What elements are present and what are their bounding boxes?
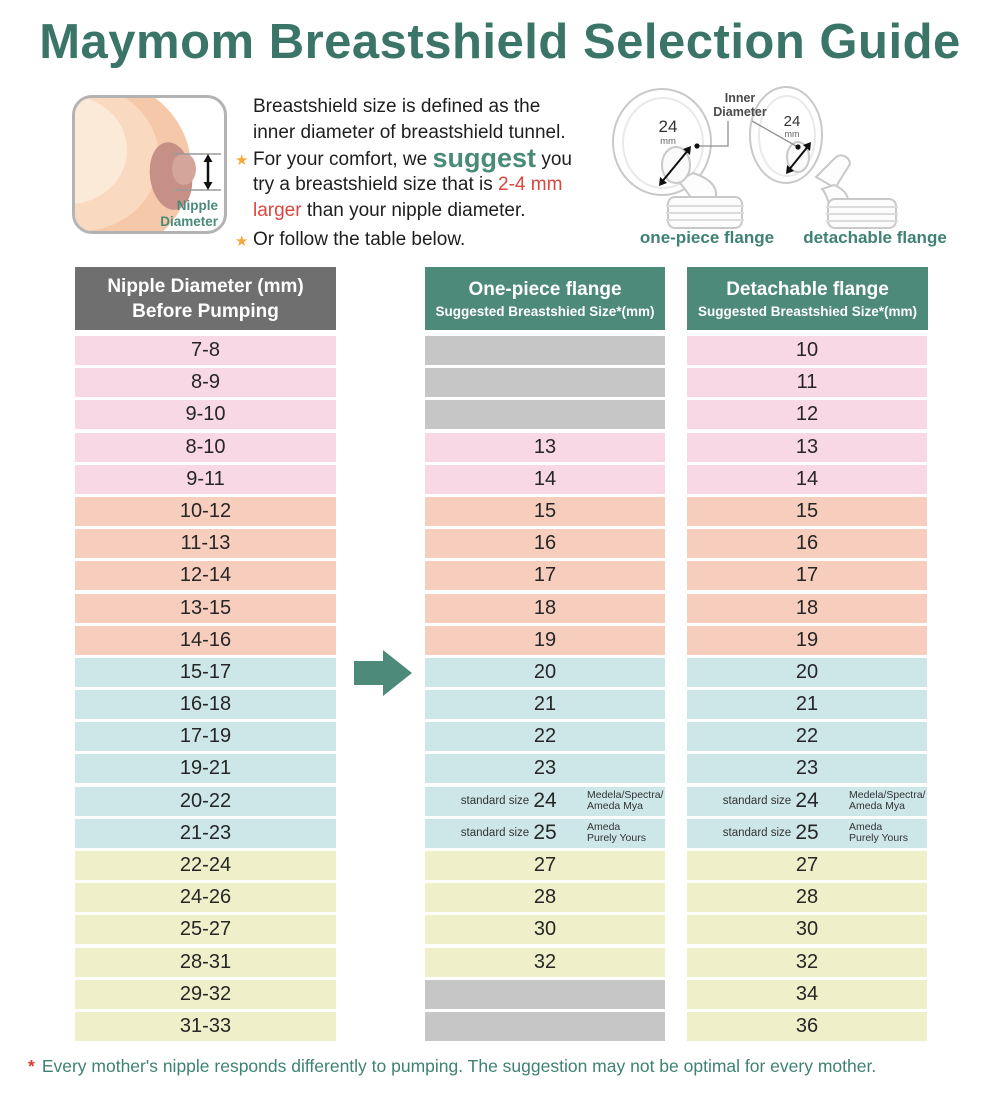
pump-brand-note: Ameda Purely Yours — [849, 820, 908, 845]
detachable-size-cell: 30 — [687, 915, 927, 944]
pump-brand-note: Medela/Spectra/ Ameda Mya — [587, 788, 664, 813]
one-piece-size-cell: 18 — [425, 594, 665, 623]
one-piece-flange-caption: one-piece flange — [639, 228, 775, 247]
intro-bullet-1: ★ For your comfort, we suggest you — [235, 142, 572, 173]
red-highlight-size: 2-4 mm — [498, 174, 563, 196]
nipple-range-cell: 14-16 — [75, 626, 336, 655]
nipple-range-cell: 9-10 — [75, 400, 336, 429]
nipple-diagram-box — [72, 95, 227, 234]
nipple-range-cell: 13-15 — [75, 594, 336, 623]
nipple-shape — [172, 153, 196, 185]
table-row — [75, 690, 928, 719]
inner-diameter-label-line1: Inner — [724, 91, 756, 105]
table-row — [75, 594, 928, 623]
footnote-asterisk: * — [28, 1056, 35, 1076]
nipple-range-cell: 19-21 — [75, 754, 336, 783]
detachable-size-cell: 11 — [687, 368, 927, 397]
one-piece-size-cell: 32 — [425, 948, 665, 977]
one-piece-size-cell: 14 — [425, 465, 665, 494]
intro-bullet-2: ★ Or follow the table below. — [253, 227, 663, 253]
size-table-rows — [75, 336, 928, 1041]
table-row — [75, 819, 928, 848]
nipple-range-cell: 11-13 — [75, 529, 336, 558]
nipple-range-cell: 9-11 — [75, 465, 336, 494]
standard-size-label: standard size — [460, 827, 530, 840]
pump-brand-note: Medela/Spectra/ Ameda Mya — [849, 788, 926, 813]
one-piece-size-cell-empty — [425, 336, 665, 365]
detachable-size-cell: 28 — [687, 883, 927, 912]
table-row — [75, 980, 928, 1009]
standard-size-label: standard size — [722, 827, 792, 840]
detachable-size-cell: 12 — [687, 400, 927, 429]
nipple-range-cell: 15-17 — [75, 658, 336, 687]
nipple-range-cell: 8-9 — [75, 368, 336, 397]
detachable-flange-caption: detachable flange — [803, 228, 947, 247]
nipple-range-cell: 25-27 — [75, 915, 336, 944]
detachable-size-cell: 17 — [687, 561, 927, 590]
nipple-range-cell: 29-32 — [75, 980, 336, 1009]
flange-illustration — [600, 85, 960, 230]
detachable-size-text: 24 — [783, 113, 801, 130]
nipple-diameter-label-line1: Nipple — [176, 198, 218, 213]
nipple-diameter-label-line2: Diameter — [160, 214, 218, 229]
detachable-size-cell: 10 — [687, 336, 927, 365]
one-piece-size-unit: mm — [660, 136, 676, 147]
one-piece-size-cell-empty — [425, 1012, 665, 1041]
one-piece-size-cell: 28 — [425, 883, 665, 912]
one-piece-size-cell-empty — [425, 400, 665, 429]
detachable-size-cell: 13 — [687, 433, 927, 462]
nipple-range-cell: 31-33 — [75, 1012, 336, 1041]
table-row — [75, 787, 928, 816]
size-value: 25 — [795, 821, 819, 845]
detachable-size-cell — [687, 787, 927, 816]
nipple-range-cell: 7-8 — [75, 336, 336, 365]
one-piece-size-cell: 19 — [425, 626, 665, 655]
header-nipple-diameter: Nipple Diameter (mm) Before Pumping — [75, 267, 336, 330]
table-row — [75, 433, 928, 462]
table-row — [75, 626, 928, 655]
nipple-range-cell: 16-18 — [75, 690, 336, 719]
detachable-size-cell: 27 — [687, 851, 927, 880]
inner-diameter-label-line2: Diameter — [713, 105, 767, 119]
intro-bullet-1-line3: larger than your nipple diameter. — [253, 200, 526, 222]
nipple-range-cell: 17-19 — [75, 722, 336, 751]
detachable-size-cell: 32 — [687, 948, 927, 977]
table-row — [75, 948, 928, 977]
standard-size-label: standard size — [722, 795, 792, 808]
one-piece-size-cell — [425, 819, 665, 848]
nipple-range-cell: 12-14 — [75, 561, 336, 590]
detachable-size-cell: 18 — [687, 594, 927, 623]
standard-size-label: standard size — [460, 795, 530, 808]
nipple-range-cell: 24-26 — [75, 883, 336, 912]
one-piece-size-cell: 20 — [425, 658, 665, 687]
size-value: 25 — [533, 821, 557, 845]
nipple-range-cell: 10-12 — [75, 497, 336, 526]
table-row — [75, 754, 928, 783]
detachable-size-cell: 23 — [687, 754, 927, 783]
star-icon: ★ — [235, 151, 249, 169]
one-piece-size-cell-empty — [425, 980, 665, 1009]
detachable-size-unit: mm — [784, 129, 800, 139]
intro-line-1: Breastshield size is defined as the — [253, 96, 541, 117]
nipple-range-cell: 22-24 — [75, 851, 336, 880]
one-piece-size-cell: 15 — [425, 497, 665, 526]
table-row — [75, 336, 928, 365]
one-piece-size-cell: 23 — [425, 754, 665, 783]
star-icon: ★ — [235, 232, 249, 250]
detachable-size-cell: 15 — [687, 497, 927, 526]
right-arrow-icon — [354, 650, 412, 696]
detachable-size-cell: 34 — [687, 980, 927, 1009]
red-highlight-larger: larger — [253, 200, 302, 222]
table-row — [75, 851, 928, 880]
detachable-size-cell: 19 — [687, 626, 927, 655]
one-piece-size-cell: 13 — [425, 433, 665, 462]
one-piece-size-cell: 17 — [425, 561, 665, 590]
table-row — [75, 561, 928, 590]
nipple-range-cell: 21-23 — [75, 819, 336, 848]
table-row — [75, 465, 928, 494]
one-piece-size-cell-empty — [425, 368, 665, 397]
intro-bullet-1-line2: try a breastshield size that is 2-4 mm — [253, 174, 563, 196]
detachable-size-cell: 21 — [687, 690, 927, 719]
one-piece-size-cell: 22 — [425, 722, 665, 751]
footnote: * Every mother's nipple responds differently to pumping. The suggestion may not be optimal for every mother. — [28, 1056, 877, 1076]
page-title: Maymom Breastshield Selection Guide — [39, 15, 961, 69]
one-piece-size-cell: 21 — [425, 690, 665, 719]
detachable-size-cell — [687, 819, 927, 848]
one-piece-size-cell — [425, 787, 665, 816]
size-value: 24 — [795, 789, 819, 813]
intro-line-2: inner diameter of breastshield tunnel. — [253, 121, 566, 143]
one-piece-size-cell: 27 — [425, 851, 665, 880]
detachable-size-cell: 16 — [687, 529, 927, 558]
breast-illustration — [75, 98, 224, 231]
table-row — [75, 497, 928, 526]
table-row — [75, 368, 928, 397]
one-piece-size-text: 24 — [658, 117, 678, 136]
header-detachable-flange: Detachable flange Suggested Breastshied Size*(mm) — [687, 267, 928, 330]
suggest-highlight: suggest — [432, 142, 537, 173]
table-row — [75, 529, 928, 558]
table-row — [75, 915, 928, 944]
nipple-range-cell: 8-10 — [75, 433, 336, 462]
table-row — [75, 883, 928, 912]
size-value: 24 — [533, 789, 557, 813]
detachable-flange-drawing — [750, 87, 898, 228]
table-row — [75, 1012, 928, 1041]
detachable-size-cell: 22 — [687, 722, 927, 751]
detachable-size-cell: 20 — [687, 658, 927, 687]
detachable-size-cell: 36 — [687, 1012, 927, 1041]
nipple-range-cell: 28-31 — [75, 948, 336, 977]
header-one-piece-flange: One-piece flange Suggested Breastshied Size*(mm) — [425, 267, 665, 330]
one-piece-size-cell: 16 — [425, 529, 665, 558]
table-row — [75, 400, 928, 429]
pump-brand-note: Ameda Purely Yours — [587, 820, 646, 845]
detachable-size-cell: 14 — [687, 465, 927, 494]
one-piece-size-cell: 30 — [425, 915, 665, 944]
nipple-range-cell: 20-22 — [75, 787, 336, 816]
table-row — [75, 658, 928, 687]
table-row — [75, 722, 928, 751]
